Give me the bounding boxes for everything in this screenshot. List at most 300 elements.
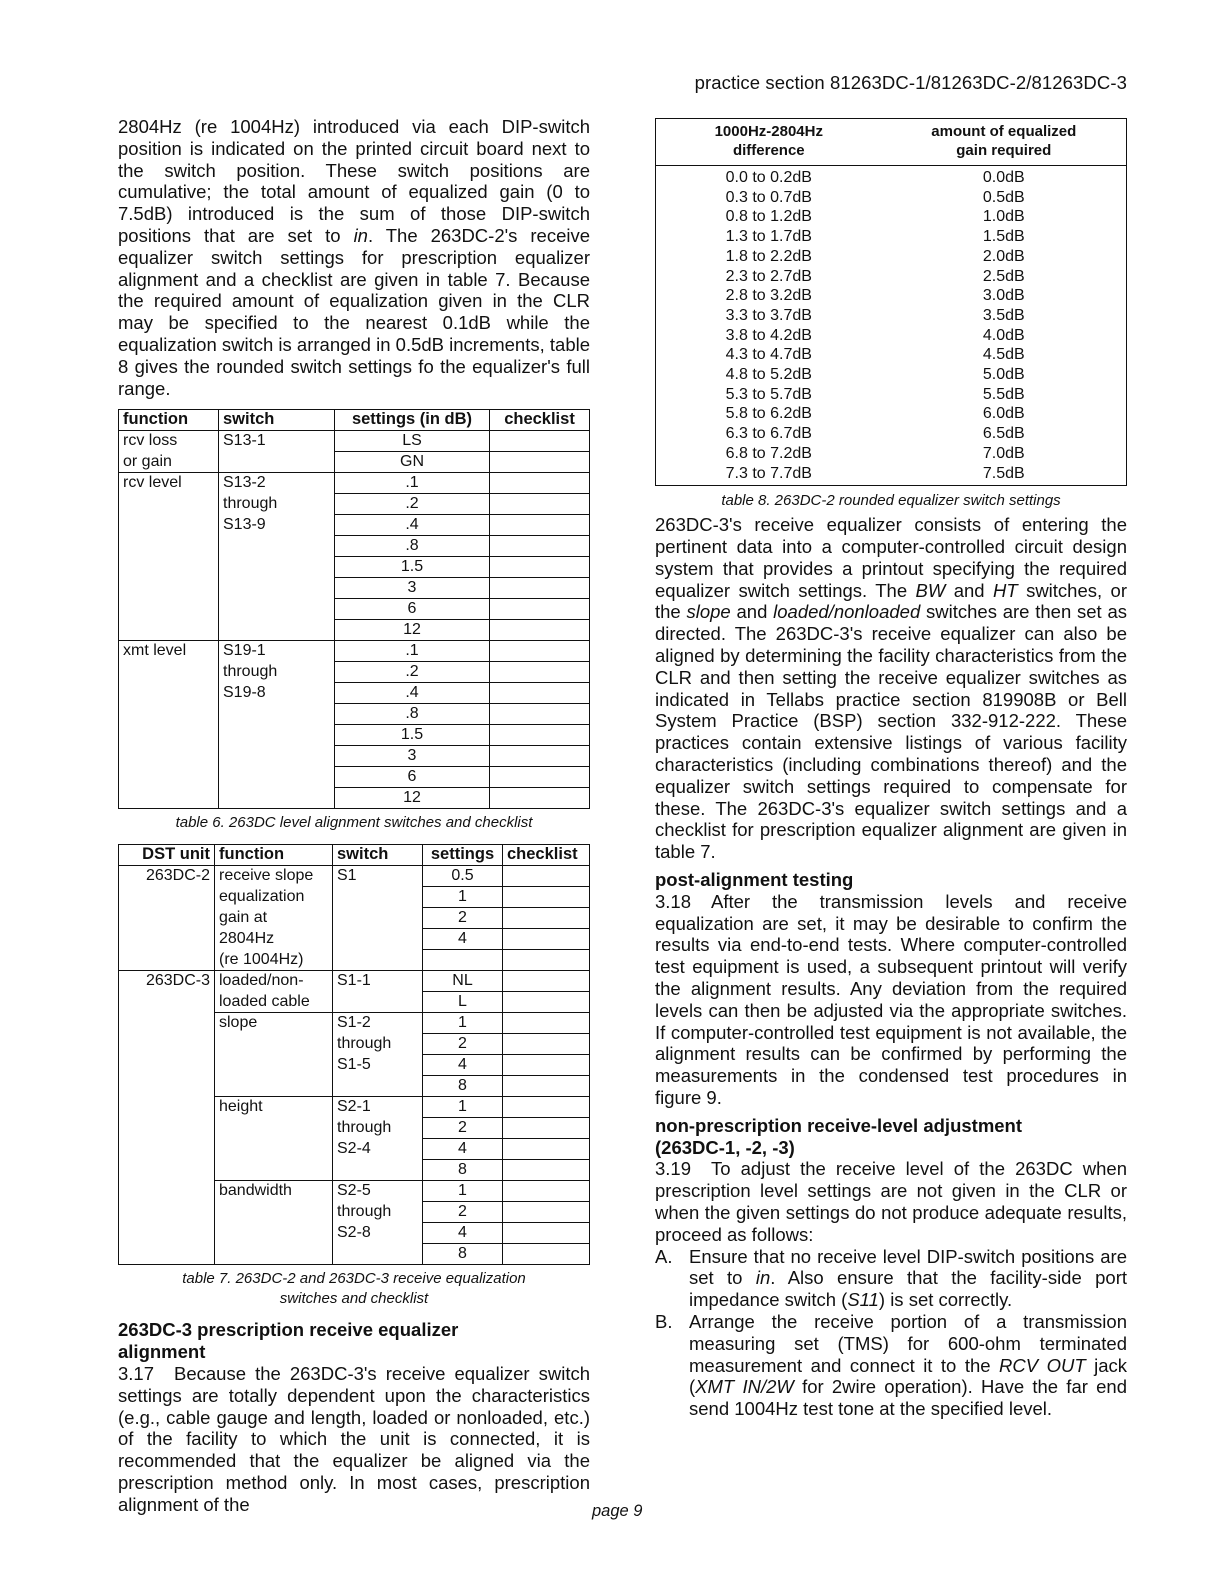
section-317-heading <box>118 1319 590 1363</box>
table-7-row <box>119 908 590 929</box>
table-6-function-cell <box>119 494 219 515</box>
table-8-row <box>656 365 1127 385</box>
table-7-switch-cell: S2-1 <box>333 1097 423 1118</box>
text-run: RCV OUT <box>999 1354 1086 1376</box>
table-6-switch-cell <box>219 767 335 788</box>
table-8-difference-cell: 3.8 to 4.2dB <box>725 326 812 344</box>
table-6-function-cell: rcv level <box>119 473 219 494</box>
table-6-header-row <box>119 410 590 431</box>
table-8-gain-cell: 7.0dB <box>982 444 1025 462</box>
table-7-checklist-cell <box>503 950 590 971</box>
table-7-checklist-cell[interactable] <box>503 1139 590 1160</box>
table-6-row <box>119 599 590 620</box>
table-6-function-cell <box>119 536 219 557</box>
section-318-paragraph <box>655 891 1127 1109</box>
table-6-setting-cell: 1.5 <box>335 557 490 578</box>
table-7-row <box>119 929 590 950</box>
text-run: and <box>945 579 993 601</box>
text-run: . The 263DC-2's receive equalizer switch settings for prescription equalizer alignment and a checklist are given in table 7. Because the required amount of equalization given in the CLR may be specified to the nearest 0.1dB while the equalization switch is arranged in 0.5dB increments, table 8 gives the rounded switch settings fo the equalizer's full range. <box>118 224 591 399</box>
table-8-gain-cell: 4.5dB <box>982 346 1025 364</box>
table-6-checklist-cell[interactable] <box>490 662 590 683</box>
table-6-switch-cell <box>219 746 335 767</box>
table-7-switch-cell <box>333 1160 423 1181</box>
table-7-header-dst-unit: DST unit <box>119 845 215 866</box>
table-8-difference-cell: 2.3 to 2.7dB <box>725 267 812 285</box>
text-run: Arrange the receive portion of a transmission measuring set (TMS) for 600-ohm terminated measurement and connect it to the <box>689 1310 1127 1376</box>
table-8-gain-cell: 0.5dB <box>982 188 1025 206</box>
table-7-checklist-cell[interactable] <box>503 1118 590 1139</box>
table-6-row <box>119 683 590 704</box>
table-6-function-cell <box>119 557 219 578</box>
text-run: in <box>353 224 368 246</box>
table-7-dst-unit-cell <box>119 1139 215 1160</box>
table-8-difference-cell: 5.3 to 5.7dB <box>725 385 812 403</box>
table-6-switch-cell: S19-1 <box>219 641 335 662</box>
table-7-row <box>119 1202 590 1223</box>
table-7-row <box>119 1055 590 1076</box>
table-8-gain-cell: 0.0dB <box>982 169 1025 186</box>
table-7-function-cell <box>215 1034 333 1055</box>
table-7-dst-unit-cell <box>119 1181 215 1202</box>
table-6-row <box>119 746 590 767</box>
section-319-text: To adjust the receive level of the 263DC when prescription level settings are not given in the CLR or when the given settings do not produce adequate results, proceed as follows: <box>655 1158 1127 1245</box>
table-6-checklist-cell[interactable] <box>490 536 590 557</box>
page-number: page 9 <box>592 1502 643 1520</box>
table-6-setting-cell: 6 <box>335 767 490 788</box>
table-8-gain-cell: 2.0dB <box>982 247 1025 265</box>
table-6-row <box>119 452 590 473</box>
table-6-checklist-cell[interactable] <box>490 641 590 662</box>
table-6-function-cell: rcv loss <box>119 431 219 452</box>
table-6-switch-cell <box>219 620 335 641</box>
table-7-row <box>119 992 590 1013</box>
table-6-checklist-cell[interactable] <box>490 452 590 473</box>
table-6-switch-cell: through <box>219 662 335 683</box>
table-6-header-checklist: checklist <box>490 410 590 431</box>
table-6-checklist-cell[interactable] <box>490 473 590 494</box>
table-7-setting-cell: 2 <box>423 1118 503 1139</box>
table-6-setting-cell: .2 <box>335 494 490 515</box>
table-6-checklist-cell[interactable] <box>490 557 590 578</box>
table-6-checklist-cell[interactable] <box>490 494 590 515</box>
table-7-switch-cell: through <box>333 1118 423 1139</box>
table-8-caption: table 8. 263DC-2 rounded equalizer switch settings <box>721 492 1061 510</box>
table-7-row <box>119 1097 590 1118</box>
table-7-function-cell: receive slope <box>215 866 333 887</box>
text-run: for 2wire operation). Have the far end send 1004Hz test tone at the specified level. <box>689 1376 1127 1420</box>
table-7-checklist-cell[interactable] <box>503 866 590 887</box>
table-7-setting-cell: NL <box>423 971 503 992</box>
table-7-dst-unit-cell <box>119 908 215 929</box>
table-6-function-cell <box>119 725 219 746</box>
table-8-difference-cell: 7.3 to 7.7dB <box>725 464 812 482</box>
table-7-checklist-cell[interactable] <box>503 929 590 950</box>
table-6-setting-cell: 3 <box>335 578 490 599</box>
table-7-row <box>119 1118 590 1139</box>
table-6-checklist-cell[interactable] <box>490 599 590 620</box>
table-7-checklist-cell[interactable] <box>503 1034 590 1055</box>
table-7-checklist-cell[interactable] <box>503 1013 590 1034</box>
table-6-checklist-cell[interactable] <box>490 704 590 725</box>
table-6-setting-cell: .1 <box>335 473 490 494</box>
table-6-function-cell <box>119 704 219 725</box>
text-run: in <box>755 1267 771 1289</box>
section-319-heading-line-2: (263DC-1, -2, -3) <box>655 1136 795 1158</box>
table-6-switch-cell: S19-8 <box>219 683 335 704</box>
running-header: practice section 81263DC-1/81263DC-2/81263DC-3 <box>694 72 1127 93</box>
text-run: and <box>730 601 774 623</box>
table-6-checklist-cell[interactable] <box>490 746 590 767</box>
table-7-switch-cell: S2-5 <box>333 1181 423 1202</box>
table-8-row <box>656 424 1127 444</box>
table-8-row <box>656 444 1127 464</box>
table-6-function-cell <box>119 683 219 704</box>
table-6-checklist-cell[interactable] <box>490 788 590 809</box>
table-7-function-cell <box>215 1118 333 1139</box>
section-319-heading-line-1: non-prescription receive-level adjustment <box>655 1114 1023 1136</box>
table-6-checklist-cell[interactable] <box>490 578 590 599</box>
table-7-switch-cell: S1-5 <box>333 1055 423 1076</box>
table-7-function-cell <box>215 1055 333 1076</box>
table-7-checklist-cell[interactable] <box>503 1097 590 1118</box>
section-318-number: 3.18 <box>655 890 692 912</box>
table-7-checklist-cell[interactable] <box>503 1181 590 1202</box>
procedure-step <box>655 1246 1127 1311</box>
text-run: slope <box>686 601 731 623</box>
table-7-function-cell: equalization <box>215 887 333 908</box>
table-6-setting-cell: 1.5 <box>335 725 490 746</box>
table-7-switch-cell: through <box>333 1202 423 1223</box>
table-7-caption-line-1: table 7. 263DC-2 and 263DC-3 receive equalization <box>182 1270 526 1288</box>
table-7-checklist-cell[interactable] <box>503 971 590 992</box>
table-7-switch-cell <box>333 992 423 1013</box>
table-7-setting-cell: 2 <box>423 908 503 929</box>
table-8-row <box>656 326 1127 346</box>
table-7-dst-unit-cell <box>119 1244 215 1265</box>
table-6-row <box>119 662 590 683</box>
table-8-row <box>656 227 1127 247</box>
text-run: . Also ensure that the facility-side port impedance switch ( <box>689 1267 1127 1311</box>
table-6-row <box>119 767 590 788</box>
table-6-setting-cell: 12 <box>335 788 490 809</box>
table-8-header-difference-line-1: 1000Hz-2804Hz <box>714 123 823 140</box>
table-6-level-alignment <box>118 409 590 809</box>
table-7-setting-cell: 2 <box>423 1202 503 1223</box>
table-7-row <box>119 1223 590 1244</box>
table-6-function-cell <box>119 578 219 599</box>
table-6-setting-cell: .4 <box>335 683 490 704</box>
table-8-difference-cell: 6.3 to 6.7dB <box>725 425 812 443</box>
table-7-header-row <box>119 845 590 866</box>
table-7-function-cell: bandwidth <box>215 1181 333 1202</box>
table-8-row <box>656 286 1127 306</box>
table-7-switch-cell <box>333 887 423 908</box>
table-7-function-cell: slope <box>215 1013 333 1034</box>
section-317-heading-line-1: 263DC-3 prescription receive equalizer <box>118 1319 459 1341</box>
table-8-gain-cell: 6.0dB <box>982 405 1025 423</box>
table-6-function-cell: or gain <box>119 452 219 473</box>
table-6-function-cell <box>119 599 219 620</box>
table-6-caption: table 6. 263DC level alignment switches and checklist <box>175 814 533 832</box>
table-7-caption-line-2: switches and checklist <box>279 1290 429 1308</box>
table-7-receive-equalization <box>118 844 590 1265</box>
table-7-switch-cell: through <box>333 1034 423 1055</box>
table-7-checklist-cell[interactable] <box>503 908 590 929</box>
table-8-difference-cell: 0.0 to 0.2dB <box>725 169 812 186</box>
table-7-setting-cell: 4 <box>423 1055 503 1076</box>
table-6-row <box>119 578 590 599</box>
table-6-setting-cell: .8 <box>335 704 490 725</box>
table-7-function-cell <box>215 1202 333 1223</box>
table-7-checklist-cell[interactable] <box>503 1055 590 1076</box>
text-run: HT <box>993 579 1018 601</box>
table-6-row <box>119 620 590 641</box>
table-7-dst-unit-cell <box>119 1097 215 1118</box>
intro-paragraph <box>118 116 590 399</box>
table-7-checklist-cell[interactable] <box>503 1244 590 1265</box>
table-8-header-gain-line-1: amount of equalized <box>931 123 1077 140</box>
table-7-row <box>119 1160 590 1181</box>
table-6-checklist-cell[interactable] <box>490 683 590 704</box>
left-column <box>118 116 590 1516</box>
table-8-gain-cell: 5.5dB <box>982 385 1025 403</box>
table-8-header-difference <box>656 119 882 166</box>
step-letter: A. <box>655 1245 673 1267</box>
table-7-switch-cell: S1-1 <box>333 971 423 992</box>
table-6-function-cell <box>119 662 219 683</box>
table-8-rounded-equalizer-settings <box>655 118 1127 486</box>
table-7-checklist-cell[interactable] <box>503 992 590 1013</box>
table-8-header-gain-line-2: gain required <box>956 142 1052 159</box>
table-8-row <box>656 306 1127 326</box>
table-6-header-settings: settings (in dB) <box>335 410 490 431</box>
table-6-checklist-cell[interactable] <box>490 431 590 452</box>
table-7-switch-cell: S1 <box>333 866 423 887</box>
table-8-row <box>656 247 1127 267</box>
procedure-step <box>655 1311 1127 1420</box>
table-7-setting-cell: 8 <box>423 1160 503 1181</box>
table-8-difference-cell: 3.3 to 3.7dB <box>725 306 812 324</box>
table-6-setting-cell: 12 <box>335 620 490 641</box>
table-6-header-function: function <box>119 410 219 431</box>
table-7-setting-cell: 1 <box>423 1013 503 1034</box>
table-8-row <box>656 188 1127 208</box>
table-7-checklist-cell[interactable] <box>503 887 590 908</box>
table-7-dst-unit-cell <box>119 887 215 908</box>
table-7-dst-unit-cell: 263DC-2 <box>119 866 215 887</box>
table-7-dst-unit-cell <box>119 1160 215 1181</box>
table-6-row <box>119 641 590 662</box>
table-8-difference-cell: 1.8 to 2.2dB <box>725 247 812 265</box>
table-8-gain-cell: 1.5dB <box>982 228 1025 246</box>
table-7-function-cell: loaded cable <box>215 992 333 1013</box>
table-6-row <box>119 431 590 452</box>
table-6-setting-cell: LS <box>335 431 490 452</box>
table-7-header-checklist: checklist <box>503 845 590 866</box>
table-7-setting-cell: 8 <box>423 1076 503 1097</box>
table-7-switch-cell: S2-8 <box>333 1223 423 1244</box>
table-6-function-cell <box>119 767 219 788</box>
table-7-function-cell <box>215 1139 333 1160</box>
table-7-row <box>119 866 590 887</box>
table-7-setting-cell: 2 <box>423 1034 503 1055</box>
table-7-dst-unit-cell <box>119 1034 215 1055</box>
table-8-gain-cell: 1.0dB <box>982 208 1025 226</box>
table-6-switch-cell: S13-2 <box>219 473 335 494</box>
table-8-header-row <box>656 119 1127 166</box>
table-8-difference-cell: 2.8 to 3.2dB <box>725 287 812 305</box>
text-run: S11 <box>847 1289 879 1311</box>
table-7-dst-unit-cell: 263DC-3 <box>119 971 215 992</box>
table-7-dst-unit-cell <box>119 929 215 950</box>
text-run: 263DC-3's receive equalizer consists of entering the pertinent data into a computer-controlled circuit design system that provides a printout specifying the required equalizer switch settings. The <box>655 514 1127 601</box>
table-7-function-cell: (re 1004Hz) <box>215 950 333 971</box>
table-7-function-cell: loaded/non- <box>215 971 333 992</box>
table-7-setting-cell: 4 <box>423 1223 503 1244</box>
table-6-row <box>119 725 590 746</box>
table-6-checklist-cell[interactable] <box>490 620 590 641</box>
table-7-header-switch: switch <box>333 845 423 866</box>
table-8-gain-cell: 5.0dB <box>982 366 1025 384</box>
table-6-header-switch: switch <box>219 410 335 431</box>
section-318-text: After the transmission levels and receive equalization are set, it may be desirable to confirm the results via end-to-end tests. Where computer-controlled test equipment is used, a subsequent printout will verify the alignment results. Any deviation from the required levels can then be adjusted via the appropriate switches. If computer-controlled test equipment is not available, the alignment results can be confirmed by performing the measurements in the condensed test procedures in figure 9. <box>655 890 1127 1108</box>
section-317-paragraph <box>118 1363 590 1516</box>
table-8-gain-cell: 6.5dB <box>982 425 1025 443</box>
table-6-switch-cell <box>219 452 335 473</box>
table-8-row <box>656 345 1127 365</box>
table-6-checklist-cell[interactable] <box>490 515 590 536</box>
table-6-switch-cell <box>219 536 335 557</box>
table-8-row <box>656 207 1127 227</box>
table-6-setting-cell: .2 <box>335 662 490 683</box>
table-8-gain-cell: 3.0dB <box>982 287 1025 305</box>
table-7-header-function: function <box>215 845 333 866</box>
step-text <box>689 1246 1127 1311</box>
table-8-gain-cell: 3.5dB <box>982 306 1025 324</box>
table-7-checklist-cell[interactable] <box>503 1223 590 1244</box>
table-8-difference-cell: 0.8 to 1.2dB <box>725 208 812 226</box>
table-7-header-settings: settings <box>423 845 503 866</box>
table-6-switch-cell <box>219 725 335 746</box>
table-7-switch-cell <box>333 950 423 971</box>
table-6-setting-cell: 3 <box>335 746 490 767</box>
table-7-dst-unit-cell <box>119 1076 215 1097</box>
text-run: switches are then set as directed. The 263DC-3's receive equalizer can also be aligned by determining the facility characteristics from the CLR and then setting the receive equalizer switches as indicated in Tellabs practice section 819908B or Bell System Practice (BSP) section 332-912-222. These practices contain extensive listings of various facility characteristics (including combinations thereof) and the equalizer switch settings required to compensate for these. The 263DC-3's equalizer switch settings and a checklist for prescription equalizer alignment are given in table 7. <box>655 601 1127 863</box>
table-8-difference-cell: 5.8 to 6.2dB <box>725 405 812 423</box>
text-run: loaded/nonloaded <box>773 601 921 623</box>
step-letter: B. <box>655 1310 673 1332</box>
table-6-checklist-cell[interactable] <box>490 767 590 788</box>
table-7-setting-cell: 4 <box>423 929 503 950</box>
table-6-row <box>119 536 590 557</box>
table-6-switch-cell: through <box>219 494 335 515</box>
table-7-row <box>119 1181 590 1202</box>
table-7-row <box>119 971 590 992</box>
table-7-setting-cell: L <box>423 992 503 1013</box>
table-7-dst-unit-cell <box>119 1118 215 1139</box>
table-6-switch-cell <box>219 599 335 620</box>
table-7-row <box>119 1244 590 1265</box>
table-7-dst-unit-cell <box>119 1013 215 1034</box>
table-7-switch-cell: S1-2 <box>333 1013 423 1034</box>
table-7-setting-cell: 4 <box>423 1139 503 1160</box>
table-7-switch-cell <box>333 1076 423 1097</box>
table-8-header-gain <box>882 119 1127 166</box>
table-8-difference-cell: 1.3 to 1.7dB <box>725 228 812 246</box>
table-7-dst-unit-cell <box>119 1055 215 1076</box>
table-8-row <box>656 166 1127 188</box>
table-7-dst-unit-cell <box>119 992 215 1013</box>
table-6-switch-cell <box>219 704 335 725</box>
table-7-dst-unit-cell <box>119 950 215 971</box>
table-8-gain-cell: 7.5dB <box>982 464 1025 482</box>
table-6-switch-cell <box>219 788 335 809</box>
table-6-row <box>119 788 590 809</box>
table-6-function-cell: xmt level <box>119 641 219 662</box>
table-7-dst-unit-cell <box>119 1202 215 1223</box>
table-7-function-cell <box>215 1244 333 1265</box>
table-7-switch-cell <box>333 929 423 950</box>
table-6-setting-cell: .4 <box>335 515 490 536</box>
table-7-checklist-cell[interactable] <box>503 1076 590 1097</box>
section-317-text: Because the 263DC-3's receive equalizer switch settings are totally dependent upon the characteristics (e.g., cable gauge and length, loaded or nonloaded, etc.) of the facility to which the unit is connected, it is recommended that the equalizer be aligned via the prescription method only. In most cases, prescription alignment of the <box>118 1362 590 1515</box>
procedure-steps <box>655 1246 1127 1420</box>
table-6-setting-cell: .1 <box>335 641 490 662</box>
section-319-paragraph <box>655 1158 1127 1245</box>
table-8-difference-cell: 4.3 to 4.7dB <box>725 346 812 364</box>
text-run: BW <box>915 579 946 601</box>
table-8-row <box>656 385 1127 405</box>
table-8-difference-cell: 4.8 to 5.2dB <box>725 366 812 384</box>
table-6-row <box>119 494 590 515</box>
table-8-gain-cell: 4.0dB <box>982 326 1025 344</box>
table-7-setting-cell: 1 <box>423 887 503 908</box>
section-317-heading-line-2: alignment <box>118 1341 206 1363</box>
text-run: switches, or the <box>655 579 1127 623</box>
table-7-setting-cell: 1 <box>423 1181 503 1202</box>
table-6-checklist-cell[interactable] <box>490 725 590 746</box>
table-8-difference-cell: 6.8 to 7.2dB <box>725 444 812 462</box>
table-7-switch-cell <box>333 908 423 929</box>
table-6-function-cell <box>119 788 219 809</box>
table-7-checklist-cell[interactable] <box>503 1160 590 1181</box>
table-6-row <box>119 557 590 578</box>
table-8-row <box>656 267 1127 287</box>
table-6-row <box>119 515 590 536</box>
section-319-number: 3.19 <box>655 1158 692 1180</box>
continuation-paragraph <box>655 514 1127 863</box>
table-7-setting-cell: 8 <box>423 1244 503 1265</box>
table-7-function-cell: height <box>215 1097 333 1118</box>
table-6-setting-cell: 6 <box>335 599 490 620</box>
step-text <box>689 1311 1127 1420</box>
text-run: Ensure that no receive level DIP-switch positions are set to <box>689 1245 1127 1289</box>
table-7-setting-cell: 0.5 <box>423 866 503 887</box>
table-6-function-cell <box>119 746 219 767</box>
text-run: jack ( <box>689 1354 1127 1398</box>
section-317-number: 3.17 <box>118 1362 155 1384</box>
table-6-setting-cell: GN <box>335 452 490 473</box>
table-7-checklist-cell[interactable] <box>503 1202 590 1223</box>
section-319-heading <box>655 1115 1127 1159</box>
text-run: ) is set correctly. <box>878 1289 1013 1311</box>
table-6-row <box>119 473 590 494</box>
table-6-switch-cell: S13-1 <box>219 431 335 452</box>
table-7-setting-cell: 1 <box>423 1097 503 1118</box>
table-6-switch-cell: S13-9 <box>219 515 335 536</box>
table-8-header-difference-line-2: difference <box>732 142 805 159</box>
table-6-row <box>119 704 590 725</box>
